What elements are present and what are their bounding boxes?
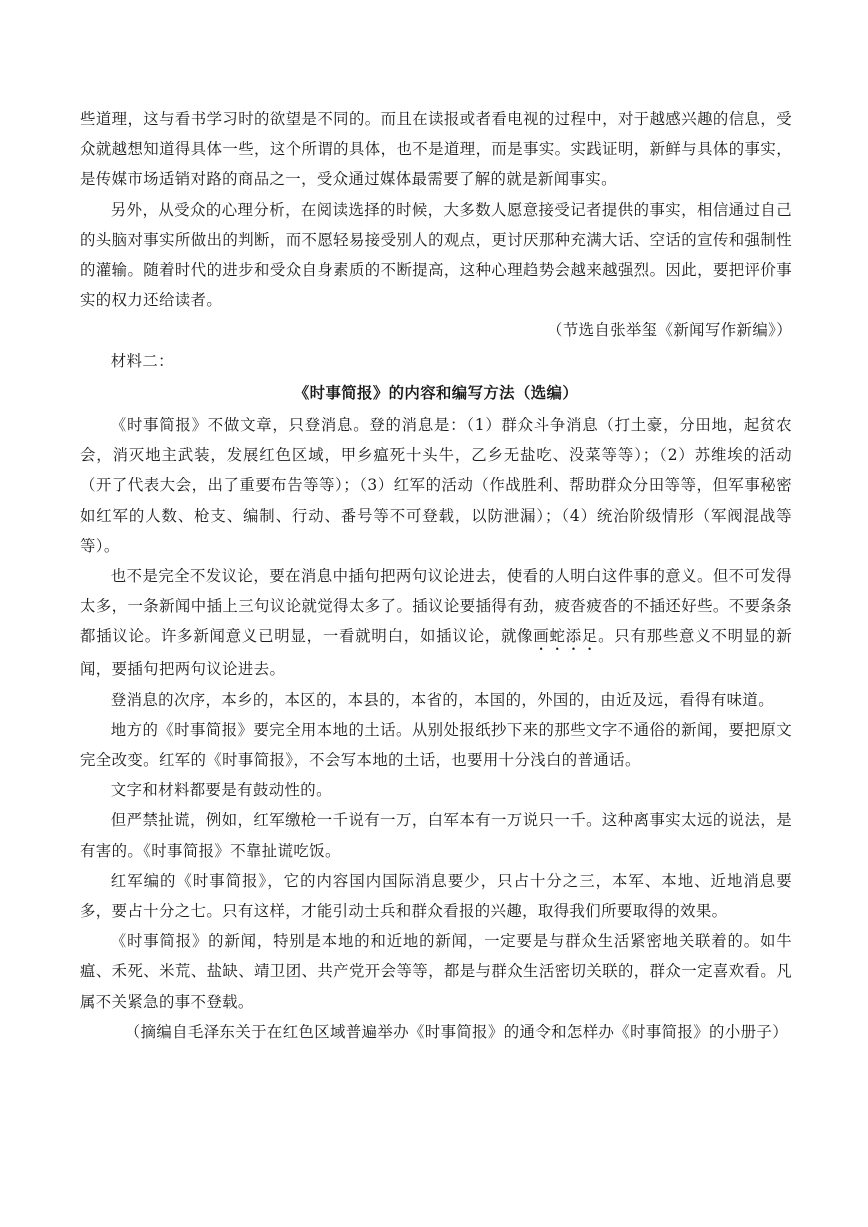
- paragraph: 些道理，这与看书学习时的欲望是不同的。而且在读报或者看电视的过程中，对于越感兴趣的信息，受众就越想知道得具体一些，这个所谓的具体，也不是道理，而是事实。实践证明，新鲜与具体的事实，是传媒市场适销对路的商品之一，受众通过媒体最需要了解的就是新闻事实。: [80, 110, 792, 189]
- paragraph: 但严禁扯谎，例如，红军缴枪一千说有一万，白军本有一万说只一千。这种离事实太远的说法，是有害的。《时事简报》不靠扯谎吃饭。: [80, 811, 792, 860]
- article-title: 《时事简报》的内容和编写方法（选编）: [293, 383, 579, 402]
- document-page: [80, 104, 792, 1047]
- paragraph: 另外，从受众的心理分析，在阅读选择的时候，大多数人愿意接受记者提供的事实，相信通过自己的头脑对事实所做出的判断，而不愿轻易接受别人的观点，更讨厌那种充满大话、空话的宣传和强制性的灌输。随着时代的进步和受众自身素质的不断提高，这种心理趋势会越来越强烈。因此，要把评价事实的权力还给读者。: [80, 200, 792, 310]
- paragraph: 《时事简报》不做文章，只登消息。登的消息是：（1）群众斗争消息（打土豪，分田地，起贫农会，消灭地主武装，发展红色区域，甲乡瘟死十头牛，乙乡无盐吃、没菜等等）；（2）苏维埃的活动（开了代表大会，出了重要布告等等）；（3）红军的活动（作战胜利、帮助群众分田等等，但军事秘密如红军的人数、枪支、编制、行动、番号等不可登载，以防泄漏）；（4）统治阶级情形（军阀混战等等）。: [80, 416, 792, 555]
- source-citation: （摘编自毛泽东关于在红色区域普遍举办《时事简报》的通令和怎样办《时事简报》的小册子）: [124, 1022, 788, 1041]
- source-citation: （节选自张举玺《新闻写作新编》）: [547, 321, 792, 340]
- emphasized-idiom: 画蛇添足: [533, 627, 599, 646]
- paragraph: 地方的《时事简报》要完全用本地的土话。从别处报纸抄下来的那些文字不通俗的新闻，要把原文完全改变。红军的《时事简报》，不会写本地的土话，也要用十分浅白的普通话。: [80, 720, 792, 770]
- paragraph: [80, 561, 792, 685]
- paragraph: 《时事简报》的新闻，特别是本地的和近地的新闻，一定要是与群众生活紧密地关联着的。如牛瘟、禾死、米荒、盐缺、靖卫团、共产党开会等等，都是与群众生活密切关联的，群众一定喜欢看。凡属不关紧急的事不登载。: [80, 932, 792, 1011]
- paragraph-text: 。只有那些意义不明显的新闻，要插句把两句议论进去。: [80, 627, 792, 679]
- paragraph: 登消息的次序，本乡的，本区的，本县的，本省的，本国的，外国的，由近及远，看得有味道。: [110, 690, 775, 709]
- paragraph: 文字和材料都要是有鼓动性的。: [110, 781, 332, 800]
- material-label: 材料二：: [110, 351, 174, 370]
- paragraph-text: 也不是完全不发议论，要在消息中插句把两句议论进去，使看的人明白这件事的意义。但不可发得太多，一条新闻中插上三句议论就觉得太多了。插议论要插得有劲，疲沓疲沓的不插还好些。不要条条都插议论。许多新闻意义已明显，一看就明白，如插议论，就像: [80, 567, 792, 646]
- paragraph: 红军编的《时事简报》，它的内容国内国际消息要少，只占十分之三，本军、本地、近地消息要多，要占十分之七。只有这样，才能引动士兵和群众看报的兴趣，取得我们所要取得的效果。: [80, 871, 792, 921]
